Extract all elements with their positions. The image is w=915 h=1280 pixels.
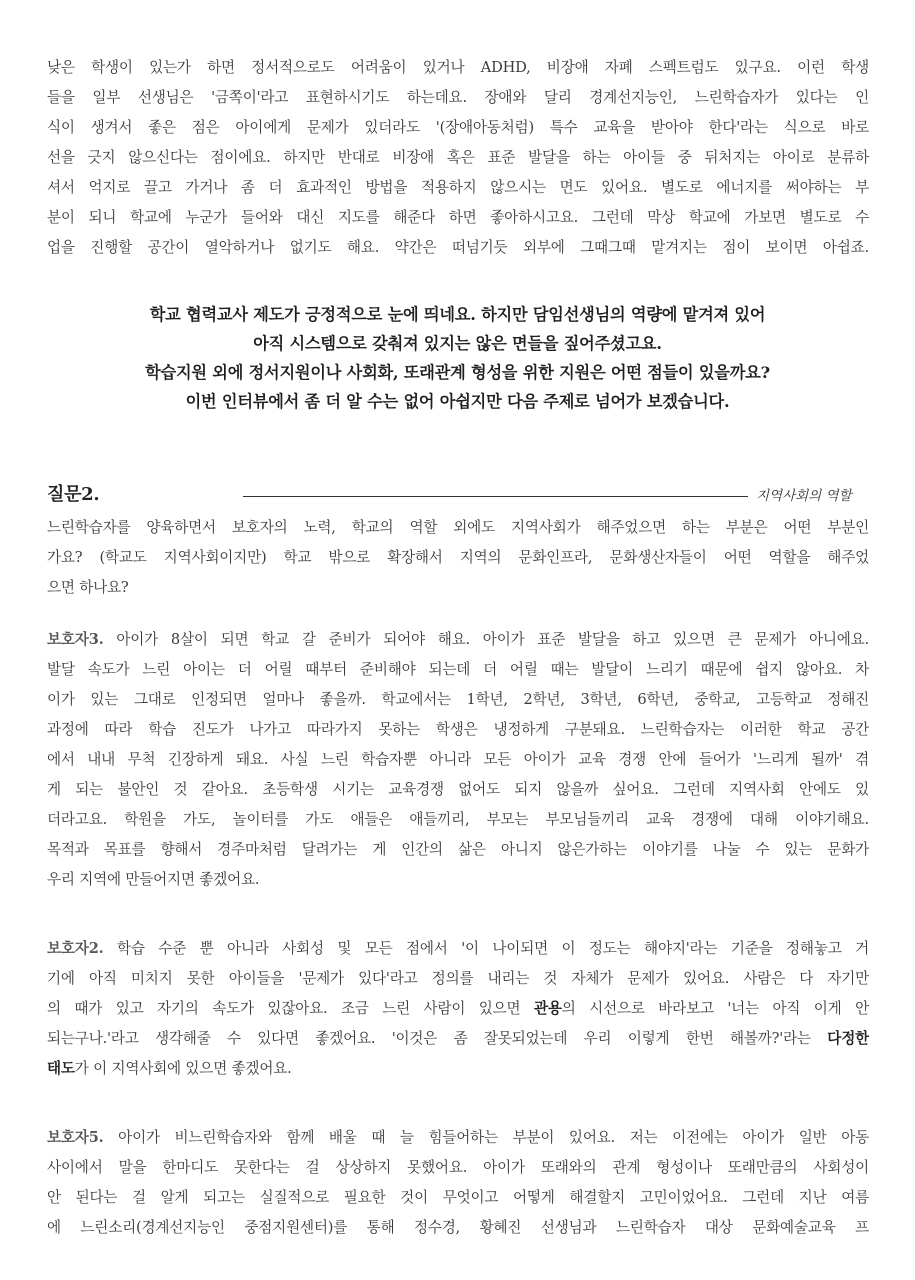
text-line: 셔서 억지로 끌고 가거나 좀 더 효과적인 방법을 적용하지 않으시는 면도 있어요. 별도로 에너지를 써야하는 부 <box>47 179 869 196</box>
text-line: 낮은 학생이 있는가 하면 정서적으로도 어려움이 있거나 ADHD, 비장애 자폐 스펙트럼도 있구요. 이런 학생 <box>47 59 869 76</box>
answer-guardian2 <box>47 934 869 1084</box>
text-line: 느린학습자를 양육하면서 보호자의 노력, 학교의 역할 외에도 지역사회가 해주었으면 하는 부분은 어떤 부분인 <box>47 519 869 536</box>
emphasis-text: 관용 <box>533 1000 562 1017</box>
text-line: 들을 일부 선생님은 '금쪽이'라고 표현하시기도 하는데요. 장애와 달리 경계선지능인, 느린학습자가 있다는 인 <box>47 89 869 106</box>
text-line: 과정에 따라 학습 진도가 나가고 따라가지 못하는 학생은 냉정하게 구분돼요. 느린학습자는 이러한 학교 공간 <box>47 721 869 738</box>
text-line <box>47 625 869 655</box>
text-line: 사이에서 말을 한마디도 못한다는 걸 상상하지 못했어요. 아이가 또래와의 관계 형성이나 또래만큼의 사회성이 <box>47 1159 869 1176</box>
answer-text: 의 때가 있고 자기의 속도가 있잖아요. 조금 느린 사람이 있으면 <box>47 1000 534 1017</box>
answer-guardian5 <box>47 1123 869 1243</box>
text-line: 기에 아직 미치지 못한 아이들을 '문제가 있다'라고 정의를 내리는 것 자체가 문제가 있어요. 사람은 다 자기만 <box>47 970 869 987</box>
text-line <box>47 934 869 964</box>
text-line <box>47 1123 869 1153</box>
interviewer-callout <box>0 300 915 416</box>
text-line: 우리 지역에 만들어지면 좋겠어요. <box>47 871 260 888</box>
answer-text: 가 이 지역사회에 있으면 좋겠어요. <box>74 1060 292 1077</box>
question-heading: 질문2. <box>47 484 100 505</box>
question-paragraph <box>47 513 869 603</box>
emphasis-text: 다정한 <box>827 1030 869 1047</box>
text-line: 더라고요. 학원을 가도, 놀이터를 가도 애들은 애들끼리, 부모는 부모님들끼리 교육 경쟁에 대해 이야기해요. <box>47 811 869 828</box>
text-line: 가요? (학교도 지역사회이지만) 학교 밖으로 확장해서 지역의 문화인프라, 문화생산자들이 어떤 역할을 해주었 <box>47 549 869 566</box>
text-line <box>47 994 869 1024</box>
speaker-label: 보호자5. <box>47 1129 104 1146</box>
text-line: 선을 긋지 않으신다는 점이에요. 하지만 반대로 비장애 혹은 표준 발달을 하는 아이들 중 뒤처지는 아이로 분류하 <box>47 149 869 166</box>
speaker-label: 보호자3. <box>47 631 104 648</box>
text-line: 업을 진행할 공간이 열악하거나 없기도 해요. 약간은 떠넘기듯 외부에 그때그때 맡겨지는 점이 보이면 아쉽죠. <box>47 239 869 256</box>
question-caption: 지역사회의 역할 <box>756 488 852 504</box>
text-line: 게 되는 불안인 것 같아요. 초등학생 시기는 교육경쟁 없어도 되지 않을까 싶어요. 그런데 지역사회 안에도 있 <box>47 781 869 798</box>
text-line: 발달 속도가 느린 아이는 더 어릴 때부터 준비해야 되는데 더 어릴 때는 발달이 느리기 때문에 쉽지 않아요. 차 <box>47 661 869 678</box>
text-line: 으면 하나요? <box>47 579 129 596</box>
emphasis-text: 태도 <box>47 1060 75 1077</box>
callout-line: 학교 협력교사 제도가 긍정적으로 눈에 띄네요. 하지만 담임선생님의 역량에 맡겨져 있어 <box>149 305 766 324</box>
text-line <box>47 1054 869 1084</box>
heading-divider <box>243 496 748 497</box>
answer-guardian3 <box>47 625 869 895</box>
text-line: 분이 되니 학교에 누군가 들어와 대신 지도를 해준다 하면 좋아하시고요. 그런데 막상 학교에 가보면 별도로 수 <box>47 209 869 226</box>
answer-text: 아이가 비느린학습자와 함께 배울 때 늘 힘들어하는 부분이 있어요. 저는 이전에는 아이가 일반 아동 <box>103 1129 869 1146</box>
answer-text: 학습 수준 뿐 아니라 사회성 및 모든 점에서 '이 나이되면 이 정도는 해야지'라는 기준을 정해놓고 거 <box>103 940 869 957</box>
callout-line: 학습지원 외에 정서지원이나 사회화, 또래관계 형성을 위한 지원은 어떤 점들이 있을까요? <box>145 363 770 382</box>
callout-line: 아직 시스템으로 갖춰져 있지는 않은 면들을 짚어주셨고요. <box>253 334 662 353</box>
text-line: 에 느린소리(경계선지능인 중점지원센터)를 통해 정수경, 황혜진 선생님과 느린학습자 대상 문화예술교육 프 <box>47 1219 869 1236</box>
text-line: 에서 내내 무척 긴장하게 돼요. 사실 느린 학습자뿐 아니라 모든 아이가 교육 경쟁 안에 들어가 '느리게 될까' 겪 <box>47 751 869 768</box>
text-line <box>47 1024 869 1054</box>
text-line: 이가 있는 그대로 인정되면 얼마나 좋을까. 학교에서는 1학년, 2학년, 3학년, 6학년, 중학교, 고등학교 정해진 <box>47 691 869 708</box>
speaker-label: 보호자2. <box>47 940 104 957</box>
answer-text: 아이가 8살이 되면 학교 갈 준비가 되어야 해요. 아이가 표준 발달을 하고 있으면 큰 문제가 아니에요. <box>103 631 869 648</box>
text-line: 목적과 목표를 향해서 경주마처럼 달려가는 게 인간의 삶은 아니지 않은가하는 이야기를 나눌 수 있는 문화가 <box>47 841 869 858</box>
intro-paragraph <box>47 53 869 263</box>
callout-line: 이번 인터뷰에서 좀 더 알 수는 없어 아쉽지만 다음 주제로 넘어가 보겠습니다. <box>185 392 730 411</box>
answer-text: 되는구나.'라고 생각해줄 수 있다면 좋겠어요. '이것은 좀 잘못되었는데 우리 이렇게 한번 해볼까?'라는 <box>47 1030 828 1047</box>
text-line: 식이 생겨서 좋은 점은 아이에게 문제가 있더라도 '(장애아동처럼) 특수 교육을 받아야 한다'라는 식으로 바로 <box>47 119 869 136</box>
text-line: 안 된다는 걸 알게 되고는 실질적으로 필요한 것이 무엇이고 어떻게 해결할지 고민이었어요. 그런데 지난 여름 <box>47 1189 869 1206</box>
answer-text: 의 시선으로 바라보고 '너는 아직 이게 안 <box>561 1000 869 1017</box>
